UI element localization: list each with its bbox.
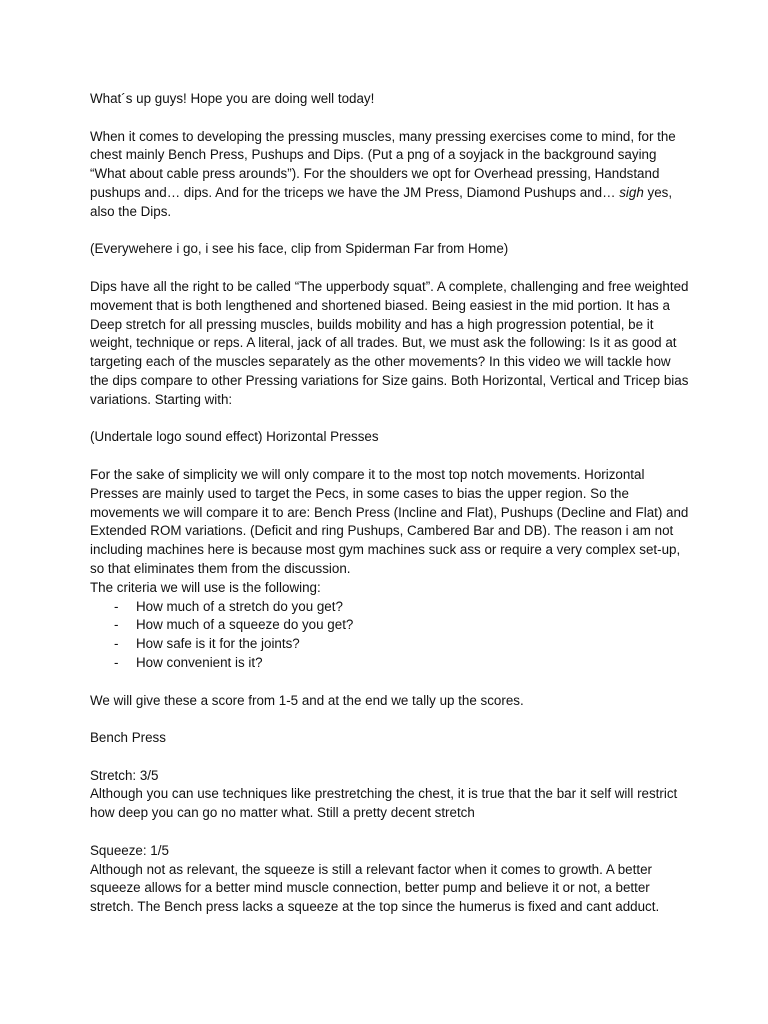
criteria-item (90, 654, 690, 673)
greeting-paragraph: What´s up guys! Hope you are doing well today! (90, 91, 375, 106)
bullet-dash: - (114, 636, 119, 652)
intro-sigh-italic: sigh (619, 184, 644, 200)
squeeze-text: Although not as relevant, the squeeze is still a relevant factor when it comes to growth. A better squeeze allows for a better mind muscle connection, better pump and believe it or not, a better stretch. The Bench press lacks a squeeze at the top since the humerus is fixed and cant adduct. (90, 861, 660, 915)
criteria-item-text: How convenient is it? (136, 654, 263, 670)
stretch-score: Stretch: 3/5 (90, 767, 159, 783)
score-note: We will give these a score from 1-5 and at the end we tally up the scores. (90, 692, 524, 708)
intro-paragraph (90, 128, 690, 222)
squeeze-score: Squeeze: 1/5 (90, 842, 169, 858)
document-page (90, 90, 690, 917)
spiderman-note: (Everywehere i go, i see his face, clip from Spiderman Far from Home) (90, 241, 509, 257)
criteria-item (90, 598, 690, 617)
stretch-text: Although you can use techniques like prestretching the chest, it is true that the bar it self will restrict how deep you can go no matter what. Still a pretty decent stretch (90, 786, 678, 821)
horizontal-presses-heading: (Undertale logo sound effect) Horizontal Presses (90, 429, 379, 445)
dips-paragraph: Dips have all the right to be called “The upperbody squat”. A complete, challenging and free weighted movement that is both lengthened and shortened biased. Being easiest in the mid portion. It has a Deep stretch for all pressing muscles, builds mobility and has a high progression potential, be it weight, technique or reps. A literal, jack of all trades. But, we must ask the following: Is it as good at targeting each of the muscles separately as the other movements? In this video we will tackle how the dips compare to other Pressing variations for Size gains. Both Horizontal, Vertical and Tricep bias variations. Starting with: (90, 278, 689, 407)
criteria-item-text: How much of a stretch do you get? (136, 598, 343, 614)
criteria-item (90, 635, 690, 654)
intro-text-end: yes, also the Dips. (90, 184, 673, 219)
criteria-list (90, 598, 690, 673)
simplicity-paragraph: For the sake of simplicity we will only compare it to the most top notch movements. Horizontal Presses are mainly used to target the Pecs, in some cases to bias the upper region. So the movements we will compare it to are: Bench Press (Incline and Flat), Pushups (Decline and Flat) and Extended ROM variations. (Deficit and ring Pushups, Cambered Bar and DB). The reason i am not including machines here is because most gym machines suck ass or require a very complex set-up, so that eliminates them from the discussion. (90, 466, 689, 576)
criteria-item-text: How safe is it for the joints? (136, 636, 300, 652)
bullet-dash: - (114, 654, 119, 670)
bench-press-heading: Bench Press (90, 730, 166, 746)
intro-text: When it comes to developing the pressing muscles, many pressing exercises come to mind, for the chest mainly Bench Press, Pushups and Dips. (Put a png of a soyjack in the background saying “What about cable press arounds”). For the shoulders we opt for Overhead pressing, Handstand pushups and… dips. And for the triceps we have the JM Press, Diamond Pushups and… (90, 128, 676, 200)
criteria-item (90, 616, 690, 635)
criteria-item-text: How much of a squeeze do you get? (136, 617, 354, 633)
criteria-intro: The criteria we will use is the following: (90, 579, 321, 595)
bullet-dash: - (114, 598, 119, 614)
bullet-dash: - (114, 617, 119, 633)
